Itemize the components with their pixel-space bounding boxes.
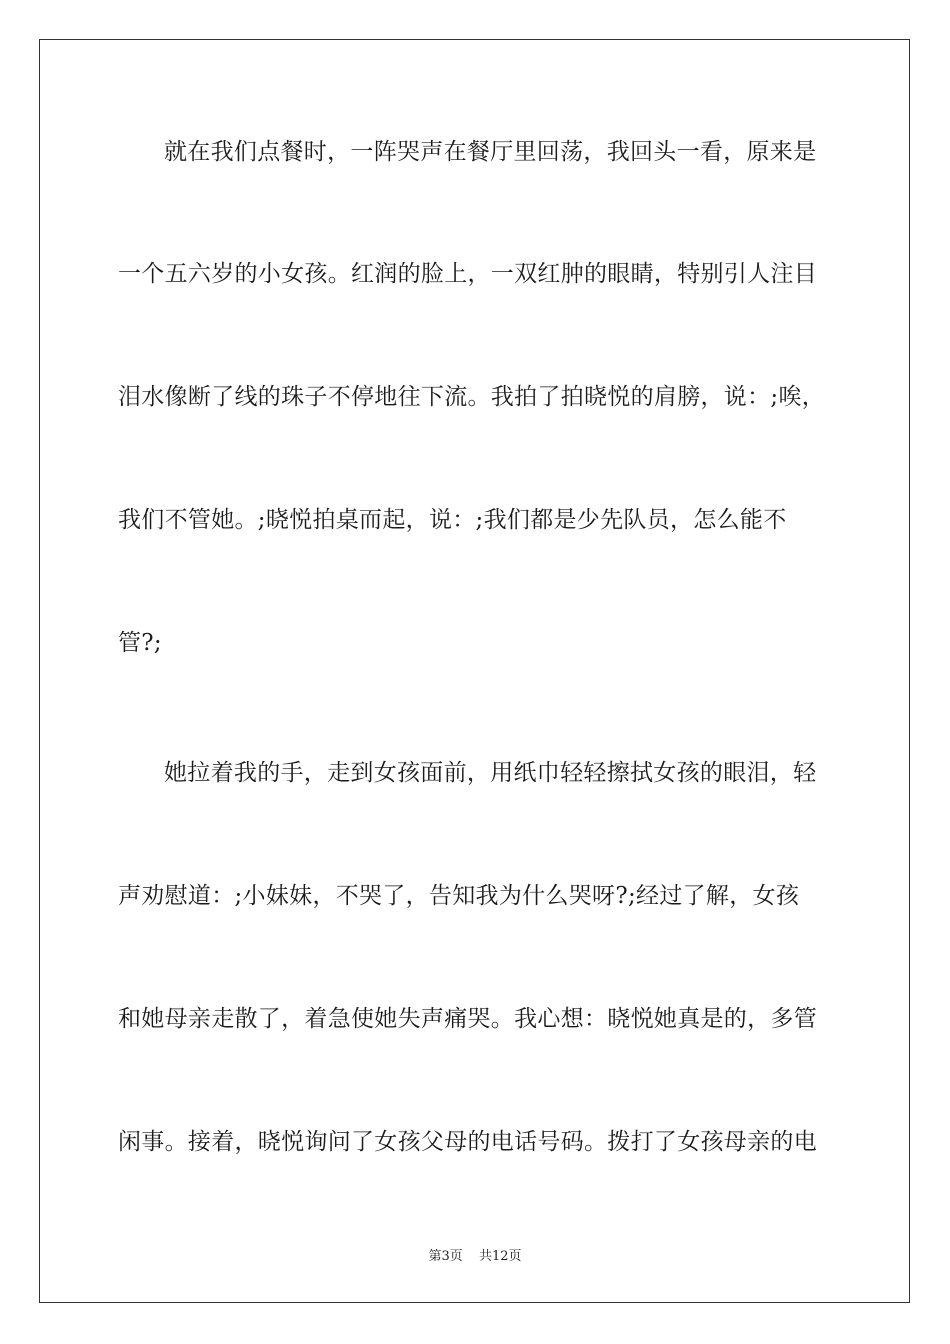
paragraph-line: 泪水像断了线的珠子不停地往下流。我拍了拍晓悦的肩膀，说：;唉， xyxy=(118,384,826,410)
paragraph-line: 就在我们点餐时，一阵哭声在餐厅里回荡，我回头一看，原来是 xyxy=(164,139,817,165)
paragraph-line: 闲事。接着，晓悦询问了女孩父母的电话号码。拨打了女孩母亲的电 xyxy=(118,1129,817,1155)
paragraph-line: 她拉着我的手，走到女孩面前，用纸巾轻轻擦拭女孩的眼泪，轻 xyxy=(164,760,817,786)
paragraph-line: 和她母亲走散了，着急使她失声痛哭。我心想：晓悦她真是的，多管 xyxy=(118,1006,817,1032)
paragraph-line: 管?; xyxy=(118,630,162,656)
page-border xyxy=(39,39,910,1303)
page-number: 第3页 xyxy=(428,1249,463,1264)
paragraph-line: 声劝慰道：;小妹妹，不哭了，告知我为什么哭呀?;经过了解，女孩 xyxy=(118,883,800,909)
paragraph-line: 我们不管她。;晓悦拍桌而起，说：;我们都是少先队员，怎么能不 xyxy=(118,507,787,533)
paragraph-line: 一个五六岁的小女孩。红润的脸上，一双红肿的眼睛，特别引人注目 xyxy=(118,261,817,287)
page-footer xyxy=(0,1248,950,1266)
page-total: 共12页 xyxy=(478,1249,522,1264)
